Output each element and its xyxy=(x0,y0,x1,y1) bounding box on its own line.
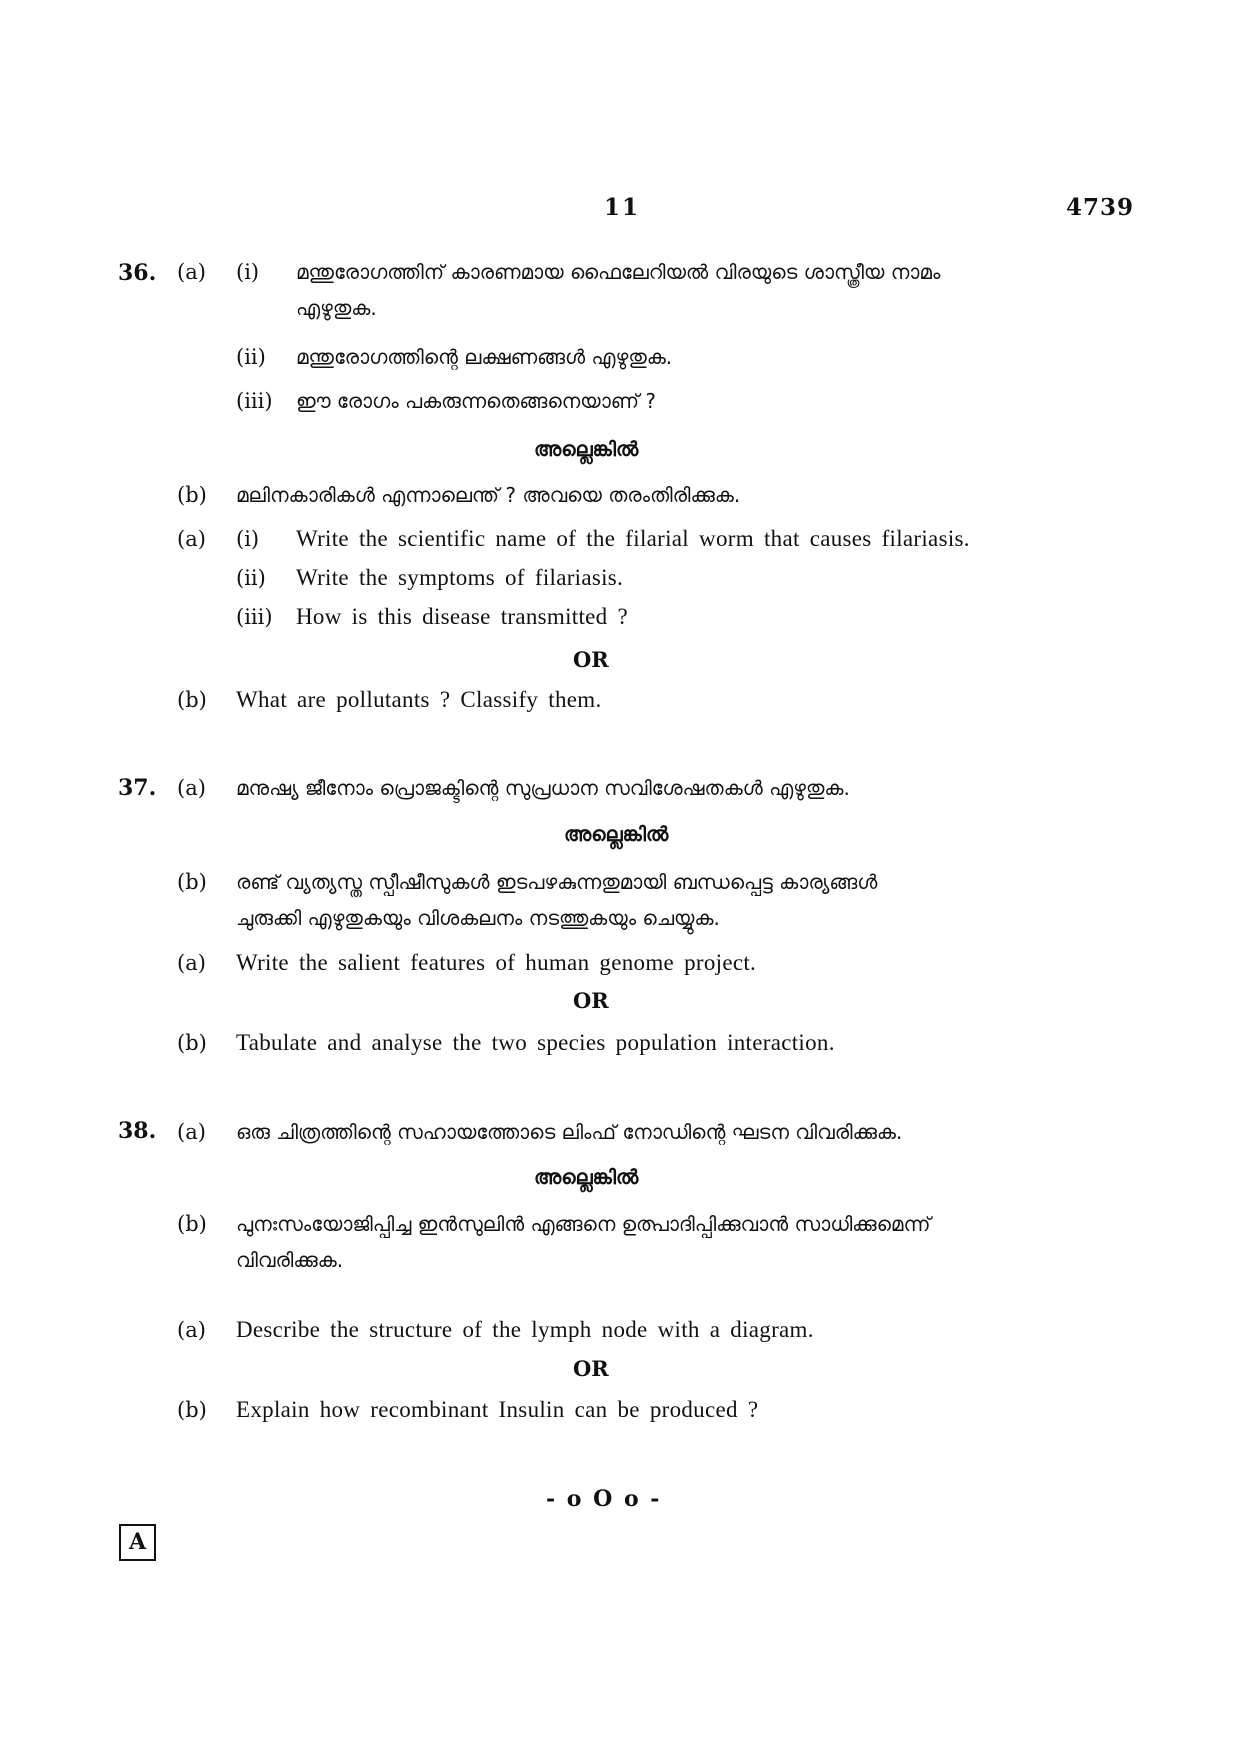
ml-text: രണ്ട് വ്യത്യസ്ത സ്പീഷീസുകൾ ഇടപഴകുന്നതുമായി ബന്ധപ്പെട്ട കാര്യങ്ങൾ xyxy=(236,870,878,894)
en-text: How is this disease transmitted ? xyxy=(296,604,629,629)
part-label: (a) xyxy=(177,1120,206,1144)
part-label: (a) xyxy=(177,951,206,975)
subpart-label: (ii) xyxy=(236,345,266,369)
or-separator-en: OR xyxy=(573,988,609,1013)
subpart-label: (i) xyxy=(236,527,260,551)
ml-text: ചുരുക്കി എഴുതുകയും വിശകലനം നടത്തുകയും ചെയ്യുക. xyxy=(236,906,720,930)
subpart-label: (iii) xyxy=(236,389,273,413)
ml-text: എഴുതുക. xyxy=(296,296,377,320)
part-label: (a) xyxy=(177,776,206,800)
page-number: 11 xyxy=(604,194,641,221)
or-separator-ml: അല്ലെങ്കിൽ xyxy=(564,822,669,846)
en-text: Explain how recombinant Insulin can be produced ? xyxy=(236,1397,759,1422)
part-label: (b) xyxy=(177,1398,207,1422)
en-text: Tabulate and analyse the two species population interaction. xyxy=(236,1030,835,1055)
ml-text: ഒരു ചിത്രത്തിന്റെ സഹായത്തോടെ ലിംഫ് നോഡിന്റെ ഘടന വിവരിക്കുക. xyxy=(236,1120,903,1144)
question-number: 36. xyxy=(118,260,157,286)
part-label: (b) xyxy=(177,483,207,507)
part-label: (a) xyxy=(177,260,206,284)
subpart-label: (iii) xyxy=(236,605,273,629)
question-number: 38. xyxy=(118,1118,157,1144)
ml-text: മലിനകാരികൾ എന്നാലെന്ത് ? അവയെ തരംതിരിക്കുക. xyxy=(236,483,741,507)
part-label: (b) xyxy=(177,1031,207,1055)
part-label: (b) xyxy=(177,1212,207,1236)
ml-text: വിവരിക്കുക. xyxy=(236,1248,344,1272)
version-box: A xyxy=(119,1524,156,1561)
ml-text: മനുഷ്യ ജീനോം പ്രൊജക്ടിന്റെ സുപ്രധാന സവിശേഷതകൾ എഴുതുക. xyxy=(236,776,850,800)
or-separator-ml: അല്ലെങ്കിൽ xyxy=(534,437,639,461)
end-of-paper-mark: - o O o - xyxy=(546,1486,662,1512)
en-text: Write the scientific name of the filarial worm that causes filariasis. xyxy=(296,526,970,551)
en-text: What are pollutants ? Classify them. xyxy=(236,687,602,712)
en-text: Write the salient features of human genome project. xyxy=(236,950,757,975)
ml-text: ഈ രോഗം പകരുന്നതെങ്ങനെയാണ് ? xyxy=(296,389,657,413)
paper-code: 4739 xyxy=(1066,194,1135,221)
subpart-label: (ii) xyxy=(236,566,266,590)
question-number: 37. xyxy=(118,775,157,801)
part-label: (a) xyxy=(177,1318,206,1342)
en-text: Write the symptoms of filariasis. xyxy=(296,565,624,590)
ml-text: മന്തുരോഗത്തിന്റെ ലക്ഷണങ്ങൾ എഴുതുക. xyxy=(296,345,673,369)
part-label: (b) xyxy=(177,870,207,894)
or-separator-en: OR xyxy=(573,647,609,672)
or-separator-en: OR xyxy=(573,1356,609,1381)
subpart-label: (i) xyxy=(236,260,260,284)
part-label: (a) xyxy=(177,527,206,551)
ml-text: പുനഃസംയോജിപ്പിച്ച ഇൻസുലിൻ എങ്ങനെ ഉത്പാദിപ്പിക്കുവാൻ സാധിക്കുമെന്ന് xyxy=(236,1212,931,1236)
or-separator-ml: അല്ലെങ്കിൽ xyxy=(534,1165,639,1189)
part-label: (b) xyxy=(177,688,207,712)
en-text: Describe the structure of the lymph node with a diagram. xyxy=(236,1317,814,1342)
ml-text: മന്തുരോഗത്തിന് കാരണമായ ഫൈലേറിയൽ വിരയുടെ ശാസ്ത്രീയ നാമം xyxy=(296,260,941,284)
